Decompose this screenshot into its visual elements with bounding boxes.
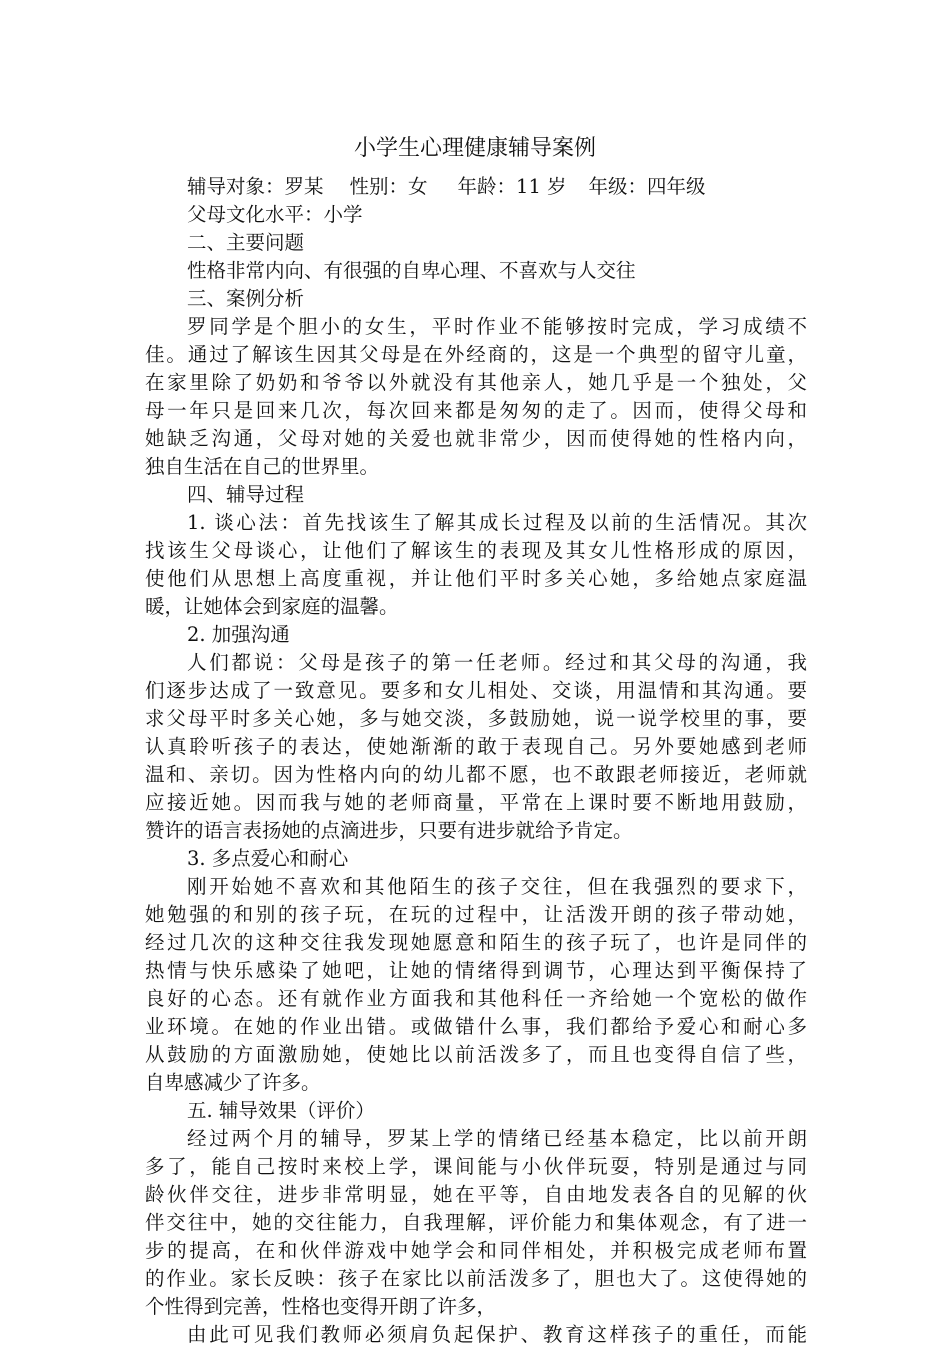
paragraph-line: 找该生父母谈心，让他们了解该生的表现及其女儿性格形成的原因， [145, 539, 807, 562]
paragraph-line: 龄伙伴交往，进步非常明显，她在平等，自由地发表各自的见解的伙 [145, 1183, 807, 1206]
method3-paragraph [145, 873, 807, 1097]
paragraph-line: 罗同学是个胆小的女生，平时作业不能够按时完成，学习成绩不 [187, 315, 807, 338]
info-line [145, 173, 807, 201]
paragraph-line: 赞许的语言表扬她的点滴进步，只要有进步就给予肯定。 [145, 819, 633, 842]
paragraph-line: 经过几次的这种交往我发现她愿意和陌生的孩子玩了，也许是同伴的 [145, 931, 807, 954]
info-parent-education: 父母文化水平：小学 [187, 203, 363, 226]
paragraph-line: 多了，能自己按时来校上学，课间能与小伙伴玩耍，特别是通过与同 [145, 1155, 807, 1178]
conclusion-line: 由此可见我们教师必须肩负起保护、教育这样孩子的重任，而能 [187, 1323, 807, 1346]
paragraph-line: 业环境。在她的作业出错。或做错什么事，我们都给予爱心和耐心多 [145, 1015, 807, 1038]
info-gender: 性别：女 [349, 175, 428, 198]
section-heading-analysis: 三、案例分析 [187, 287, 305, 310]
document-title: 小学生心理健康辅导案例 [353, 136, 596, 161]
section-heading-process: 四、辅导过程 [187, 483, 305, 506]
paragraph-line: 母一年只是回来几次，每次回来都是匆匆的走了。因而，使得父母和 [145, 399, 807, 422]
paragraph-line: 刚开始她不喜欢和其他陌生的孩子交往，但在我强烈的要求下， [187, 875, 807, 898]
paragraph-line: 在家里除了奶奶和爷爷以外就没有其他亲人，她几乎是一个独处，父 [145, 371, 807, 394]
paragraph-line: 她缺乏沟通，父母对她的关爱也就非常少，因而使得她的性格内向， [145, 427, 807, 450]
paragraph-line: 1. 谈心法：首先找该生了解其成长过程及以前的生活情况。其次 [187, 511, 807, 534]
paragraph-line: 从鼓励的方面激励她，使她比以前活泼多了，而且也变得自信了些， [145, 1043, 807, 1066]
analysis-paragraph [145, 313, 807, 481]
paragraph-line: 良好的心态。还有就作业方面我和其他科任一齐给她一个宽松的做作 [145, 987, 807, 1010]
method2-heading: 2. 加强沟通 [187, 623, 290, 646]
section-heading-effect: 五. 辅导效果（评价） [187, 1099, 375, 1122]
paragraph-line: 温和、亲切。因为性格内向的幼儿都不愿，也不敢跟老师接近，老师就 [145, 763, 807, 786]
document-body [145, 173, 807, 1349]
paragraph-line: 人们都说：父母是孩子的第一任老师。经过和其父母的沟通，我 [187, 651, 807, 674]
info-subject: 辅导对象：罗某 [187, 175, 324, 198]
paragraph-line: 认真聆听孩子的表达，使她渐渐的敢于表现自己。另外要她感到老师 [145, 735, 807, 758]
paragraph-line: 们逐步达成了一致意见。要多和女儿相处、交谈，用温情和其沟通。要 [145, 679, 807, 702]
paragraph-line: 使他们从思想上高度重视，并让他们平时多关心她，多给她点家庭温 [145, 567, 807, 590]
problem-text: 性格非常内向、有很强的自卑心理、不喜欢与人交往 [187, 259, 636, 282]
info-age: 年龄：11 岁 [457, 175, 567, 198]
paragraph-line: 暖，让她体会到家庭的温馨。 [145, 595, 399, 618]
paragraph-line: 热情与快乐感染了她吧，让她的情绪得到调节，心理达到平衡保持了 [145, 959, 807, 982]
method2-paragraph [145, 649, 807, 845]
paragraph-line: 自卑感减少了许多。 [145, 1071, 321, 1094]
paragraph-line: 独自生活在自己的世界里。 [145, 455, 380, 478]
info-grade: 年级：四年级 [588, 175, 706, 198]
effect-paragraph [145, 1125, 807, 1321]
paragraph-line: 应接近她。因而我与她的老师商量，平常在上课时要不断地用鼓励， [145, 791, 807, 814]
paragraph-line: 的作业。家长反映：孩子在家比以前活泼多了，胆也大了。这使得她的 [145, 1267, 807, 1290]
method1-paragraph [145, 509, 807, 621]
paragraph-line: 求父母平时多关心她，多与她交淡，多鼓励她，说一说学校里的事，要 [145, 707, 807, 730]
paragraph-line: 个性得到完善，性格也变得开朗了许多， [145, 1295, 497, 1318]
paragraph-line: 步的提高，在和伙伴游戏中她学会和同伴相处，并积极完成老师布置 [145, 1239, 807, 1262]
section-heading-problem: 二、主要问题 [187, 231, 305, 254]
paragraph-line: 经过两个月的辅导，罗某上学的情绪已经基本稳定，比以前开朗 [187, 1127, 807, 1150]
paragraph-line: 她勉强的和别的孩子玩，在玩的过程中，让活泼开朗的孩子带动她， [145, 903, 807, 926]
paragraph-line: 伴交往中，她的交往能力，自我理解，评价能力和集体观念，有了进一 [145, 1211, 807, 1234]
method3-heading: 3. 多点爱心和耐心 [187, 847, 349, 870]
paragraph-line: 佳。通过了解该生因其父母是在外经商的，这是一个典型的留守儿童， [145, 343, 807, 366]
